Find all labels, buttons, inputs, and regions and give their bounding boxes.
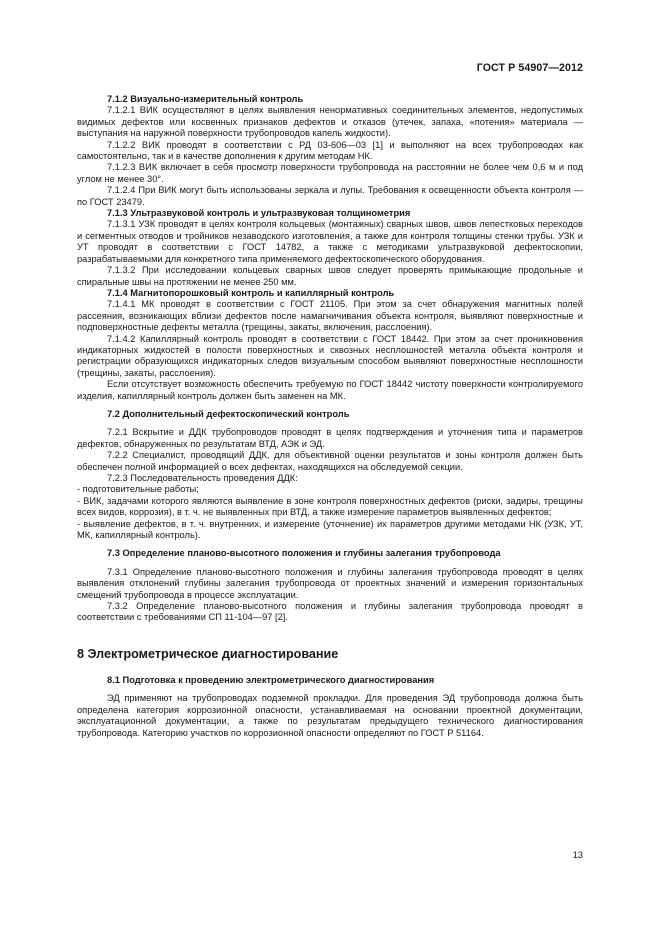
heading-7-3: 7.3 Определение планово-высотного положения и глубины залегания трубопровода xyxy=(107,548,501,559)
section-heading-8: 8 Электрометрическое диагностирование xyxy=(77,646,339,661)
heading-7-2: 7.2 Дополнительный дефектоскопический контроль xyxy=(107,408,350,419)
standard-header: ГОСТ Р 54907—2012 xyxy=(476,62,583,74)
paragraph: 7.2.3 Последовательность проведения ДДК: xyxy=(107,473,298,483)
paragraph: 7.2.2 Специалист, проводящий ДДК, для объективной оценки результатов и зоны контроля должен быть обеспечен полной информацией о всех дефектах, находящихся на обследуемой секции. xyxy=(77,450,583,472)
list-item: - ВИК, задачами которого являются выявление в зоне контроля поверхностных дефектов (риски, задиры, трещины всех видов, коррозия), в т. ч. не выявленных при ВТД, а также измерение параметров выявленных дефектов; xyxy=(77,495,583,518)
document-body xyxy=(77,94,583,739)
heading-7-1-2: 7.1.2 Визуально-измерительный контроль xyxy=(107,94,304,104)
paragraph: 7.1.2.4 При ВИК могут быть использованы зеркала и лупы. Требования к освещенности объекта контроля — по ГОСТ 23479. xyxy=(77,185,583,207)
paragraph: 7.3.1 Определение планово-высотного положения и глубины залегания трубопровода проводят в целях выявления отклонений глубины залегания трубопровода от проектных значений и измерения горизонтальных смещений трубопровода в процессе эксплуатации. xyxy=(77,566,583,600)
paragraph: 7.1.4.1 МК проводят в соответствии с ГОСТ 21105. При этом за счет обнаружения магнитных полей рассеяния, возникающих вблизи дефектов после намагничивания объекта контроля, выявляют поверхностные и подповерхностные дефекты металла (трещины, закаты, включения, расслоения). xyxy=(77,299,583,333)
paragraph: Если отсутствует возможность обеспечить требуемую по ГОСТ 18442 чистоту поверхности контролируемого изделия, капиллярный контроль должен быть заменен на МК. xyxy=(77,379,583,401)
paragraph: 7.1.2.1 ВИК осуществляют в целях выявления ненормативных соединительных элементов, недопустимых видимых дефектов или косвенных признаков дефектов и отказов (утечек, запаха, «потения» материала — выступания на наружной поверхности трубопроводов капель жидкости). xyxy=(77,105,583,139)
paragraph: 7.2.1 Вскрытие и ДДК трубопроводов проводят в целях подтверждения и уточнения типа и параметров дефектов, обнаруженных по результатам ВТД, АЭК и ЭД. xyxy=(77,427,583,449)
paragraph: 7.1.4.2 Капиллярный контроль проводят в соответствии с ГОСТ 18442. При этом за счет проникновения индикаторных жидкостей в полости поверхностных и сквозных несплошностей металла объекта контроля и регистрации образующихся индикаторных следов визуальным способом выявляют поверхностные несплошности (трещины, закаты, расслоения). xyxy=(77,333,583,378)
heading-7-1-3: 7.1.3 Ультразвуковой контроль и ультразвуковая толщинометрия xyxy=(107,208,411,219)
paragraph: 7.1.3.2 При исследовании кольцевых сварных швов следует проверять примыкающие продольные и спиральные швы на протяжении не менее 250 мм. xyxy=(77,265,583,287)
heading-7-1-4: 7.1.4 Магнитопорошковый контроль и капиллярный контроль xyxy=(107,287,395,298)
heading-8-1: 8.1 Подготовка к проведению электрометрического диагностирования xyxy=(107,674,435,685)
list-item: - выявление дефектов, в т. ч. внутренних, и измерение (уточнение) их параметров другими методами НК (УЗК, УТ, МК, капиллярный контроль). xyxy=(77,518,583,541)
paragraph: 7.1.2.3 ВИК включает в себя просмотр поверхности трубопровода на расстоянии не более чем 0,6 м и под углом не менее 30°. xyxy=(77,162,583,184)
paragraph: 7.1.3.1 УЗК проводят в целях контроля кольцевых (монтажных) сварных швов, швов лепестковых переходов и сегментных отводов и тройников незаводского изготовления, а также для контроля толщины стенки трубы. УЗК и УТ проводят в соответствии с ГОСТ 14782, а также с методиками ультразвуковой дефектоскопии, разрабатываемыми для конкретного типа применяемого дефектоскопического оборудования. xyxy=(77,219,583,264)
list-item: - подготовительные работы; xyxy=(77,484,199,495)
paragraph: 7.3.2 Определение планово-высотного положения и глубины залегания трубопровода проводят в соответствии с требованиями СП 11-104—97 [2]. xyxy=(77,601,583,623)
paragraph: ЭД применяют на трубопроводах подземной прокладки. Для проведения ЭД трубопровода должна быть определена категория коррозионной опасности, устанавливаемая на основании проектной документации, эксплуатационной документации, а также по результатам предыдущего технического диагностирования трубопровода. Категорию участков по коррозионной опасности определяют по ГОСТ Р 51164. xyxy=(77,693,583,738)
page-number: 13 xyxy=(572,849,583,860)
paragraph: 7.1.2.2 ВИК проводят в соответствии с РД 03-606—03 [1] и выполняют на всех трубопроводах как самостоятельно, так и в качестве дополнения к другим методам НК. xyxy=(77,139,583,162)
